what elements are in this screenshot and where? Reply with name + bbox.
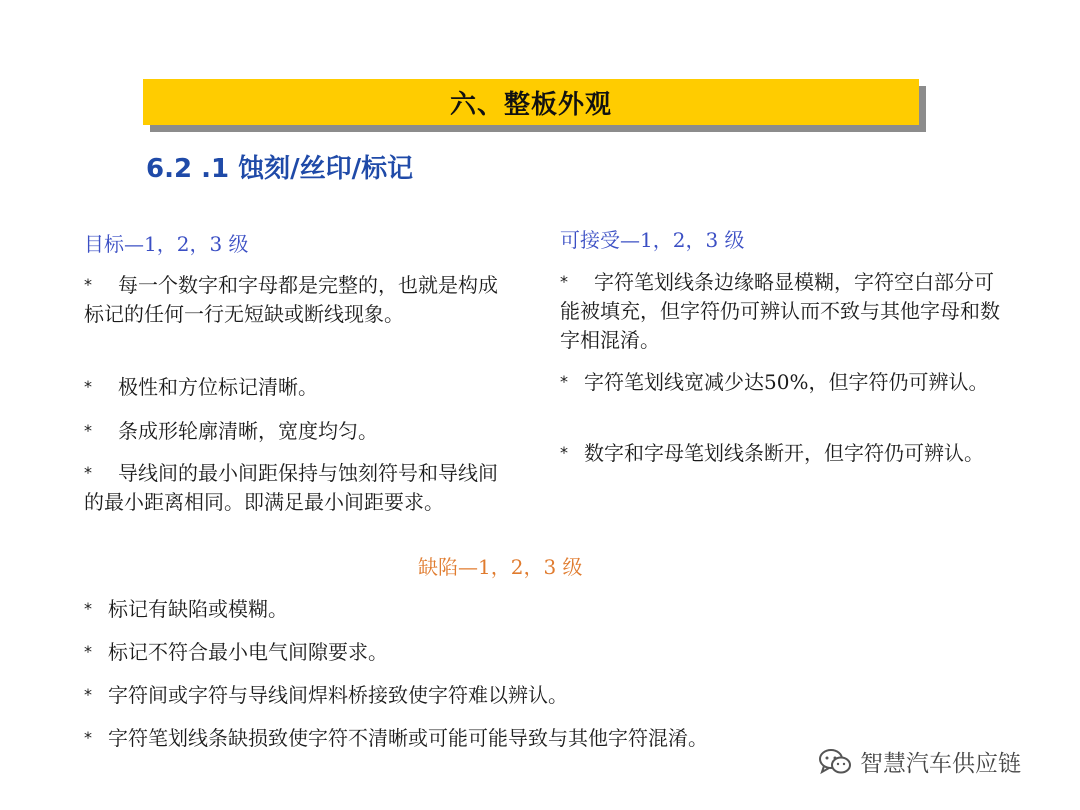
acceptable-item: * 字符笔划线宽减少达50%，但字符仍可辨认。: [560, 367, 1008, 397]
slide-title: 六、整板外观: [449, 89, 612, 120]
defect-heading: 缺陷—1，2，3 级: [418, 555, 583, 579]
defect-item: * 字符笔划线条缺损致使字符不清晰或可能可能导致与其他字符混淆。: [84, 723, 708, 753]
bullet-icon: *: [84, 463, 92, 482]
bullet-icon: *: [84, 642, 92, 661]
wechat-icon: [818, 747, 852, 777]
target-item: * 极性和方位标记清晰。: [84, 372, 504, 402]
bullet-icon: *: [84, 728, 92, 747]
watermark-text: 智慧汽车供应链: [860, 751, 1021, 777]
acceptable-item: * 数字和字母笔划线条断开，但字符仍可辨认。: [560, 438, 1008, 468]
defect-item: * 标记有缺陷或模糊。: [84, 594, 288, 624]
bullet-icon: *: [560, 443, 568, 462]
target-item: * 每一个数字和字母都是完整的，也就是构成标记的任何一行无短缺或断线现象。: [84, 270, 504, 329]
bullet-icon: *: [84, 599, 92, 618]
section-title: 6.2 .1 蚀刻/丝印/标记: [146, 154, 414, 184]
bullet-icon: *: [560, 272, 568, 291]
bullet-icon: *: [84, 377, 92, 396]
watermark: [818, 745, 1021, 778]
target-heading: 目标—1，2，3 级: [84, 232, 249, 256]
defect-item: * 标记不符合最小电气间隙要求。: [84, 637, 388, 667]
bullet-icon: *: [84, 275, 92, 294]
bullet-icon: *: [84, 685, 92, 704]
acceptable-heading: 可接受—1，2，3 级: [560, 228, 745, 252]
defect-item: * 字符间或字符与导线间焊料桥接致使字符难以辨认。: [84, 680, 568, 710]
target-item: * 条成形轮廓清晰，宽度均匀。: [84, 416, 504, 446]
target-item: * 导线间的最小间距保持与蚀刻符号和导线间的最小距离相同。即满足最小间距要求。: [84, 458, 504, 517]
slide-title-banner: [143, 79, 919, 125]
acceptable-item: * 字符笔划线条边缘略显模糊，字符空白部分可能被填充，但字符仍可辨认而不致与其他字母和数字相混淆。: [560, 267, 1008, 355]
bullet-icon: *: [84, 421, 92, 440]
bullet-icon: *: [560, 372, 568, 391]
